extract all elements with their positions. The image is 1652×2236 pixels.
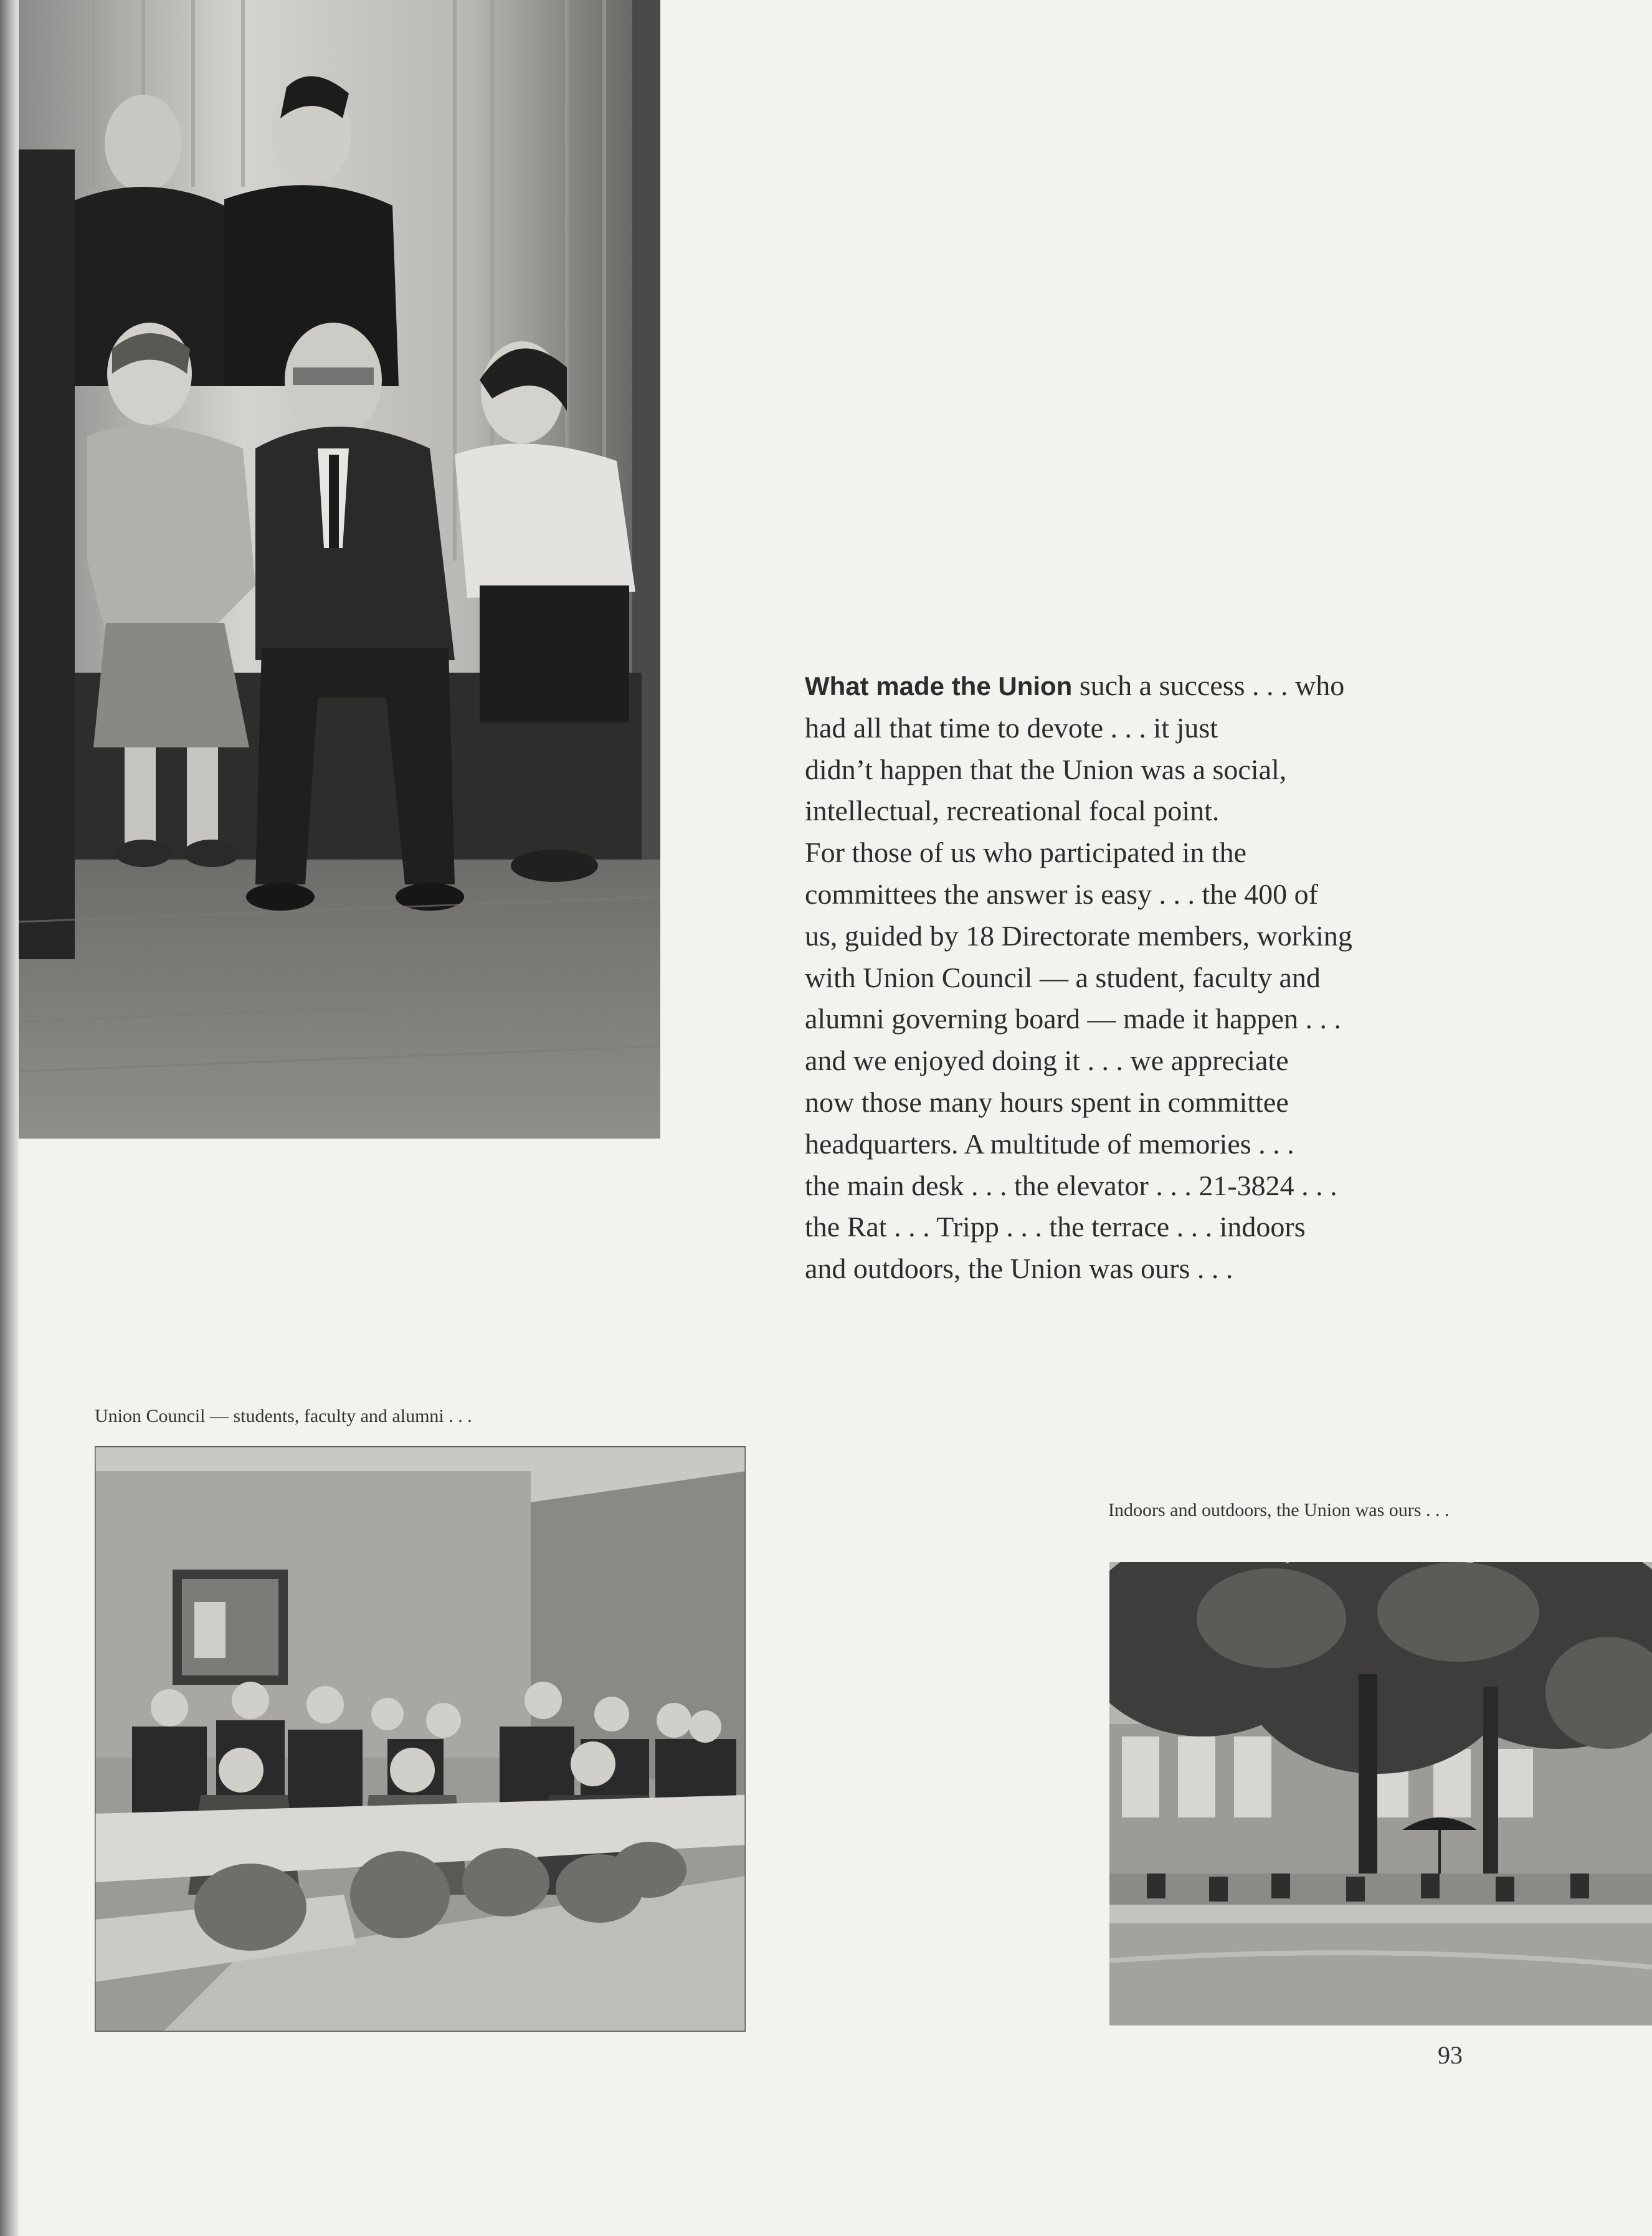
body-line-3: didn’t happen that the Union was a social, <box>805 753 1287 785</box>
body-line-12: headquarters. A multitude of memories . . . <box>805 1127 1294 1160</box>
body-line-7: us, guided by 18 Directorate members, working <box>805 919 1352 952</box>
body-text <box>805 665 1490 1290</box>
body-line-15: and outdoors, the Union was ours . . . <box>805 1253 1233 1285</box>
page-number: 93 <box>1438 2041 1463 2069</box>
body-line-14: the Rat . . . Tripp . . . the terrace . . . indoors <box>805 1211 1306 1243</box>
body-line-1: What made the Union such a success . . . who <box>805 670 1345 701</box>
body-line-6: committees the answer is easy . . . the 400 of <box>805 878 1318 910</box>
body-line-4: intellectual, recreational focal point. <box>805 795 1220 827</box>
body-line-11: now those many hours spent in committee <box>805 1086 1289 1118</box>
body-line-8: with Union Council — a student, faculty and <box>805 961 1321 993</box>
lead-phrase: What made the Union <box>805 671 1073 701</box>
union-terrace-photo <box>1109 1562 1652 2025</box>
body-line-13: the main desk . . . the elevator . . . 21-3824 . . . <box>805 1169 1337 1201</box>
terrace-caption: Indoors and outdoors, the Union was ours . . . <box>1108 1500 1450 1520</box>
body-line-5: For those of us who participated in the <box>805 836 1247 869</box>
union-council-caption: Union Council — students, faculty and alumni . . . <box>95 1406 472 1426</box>
body-line-9: alumni governing board — made it happen . . . <box>805 1003 1342 1035</box>
page-gutter <box>0 0 19 2236</box>
body-line-10: and we enjoyed doing it . . . we appreciate <box>805 1045 1289 1077</box>
union-council-photo <box>95 1446 746 2032</box>
body-line-2: had all that time to devote . . . it just <box>805 711 1218 744</box>
group-portrait-photo <box>19 0 660 1139</box>
